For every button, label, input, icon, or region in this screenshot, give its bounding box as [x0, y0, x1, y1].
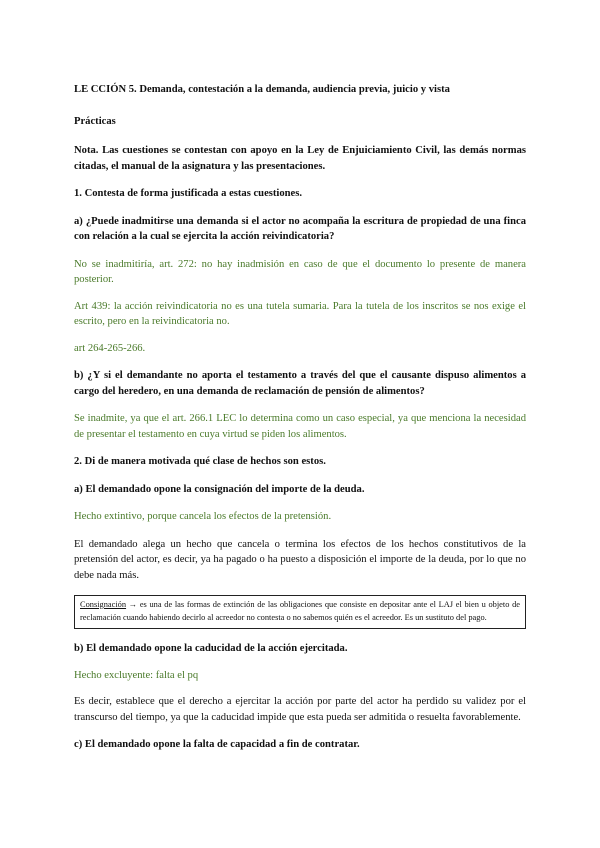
question-1: 1. Contesta de forma justificada a estas cuestiones.	[74, 188, 303, 199]
box-term: Consignación	[80, 600, 127, 609]
question-2b: b) El demandado opone la caducidad de la acción ejercitada.	[74, 643, 348, 654]
box-text: → es una de las formas de extinción de las obligaciones que consiste en depositar ante el LAJ el bien u objeto de reclamación cuando habiendo decirlo al acreedor no contesta o no sabemos quién es el acreedor. Es un sustituto del pago.	[80, 600, 520, 622]
question-1a: a) ¿Puede inadmitirse una demanda si el actor no acompaña la escritura de propiedad de una finca con relación a la cual se ejercita la acción reivindicatoria?	[74, 215, 526, 242]
explanation-2b: Es decir, establece que el derecho a ejercitar la acción por parte del actor ha perdido su validez por el transcurso del tiempo, ya que la caducidad impide que esta pueda ser admitida o resuelta favorablemente.	[74, 696, 526, 723]
answer-1b: Se inadmite, ya que el art. 266.1 LEC lo determina como un caso especial, ya que menciona la necesidad de presentar el testamento en cuya virtud se piden los alimentos.	[74, 413, 526, 440]
question-2: 2. Di de manera motivada qué clase de hechos son estos.	[74, 456, 326, 467]
section-heading: Prácticas	[74, 115, 116, 127]
document-body	[74, 82, 526, 753]
answer-1a-paragraph-1: No se inadmitiría, art. 272: no hay inadmisión en caso de que el documento lo presente de manera posterior.	[74, 258, 526, 285]
consignacion-definition-box	[74, 595, 526, 629]
question-1b: b) ¿Y si el demandante no aporta el testamento a través del que el causante dispuso alimentos a cargo del heredero, en una demanda de reclamación de pensión de alimentos?	[74, 370, 526, 397]
explanation-2a: El demandado alega un hecho que cancela o termina los efectos de los hechos constitutivos de la pretensión del actor, es decir, ya ha pagado o ha puesto a disposición el importe de la deuda, por lo que no debe nada más.	[74, 538, 526, 581]
lesson-title: LE CCIÓN 5. Demanda, contestación a la demanda, audiencia previa, juicio y vista	[74, 84, 450, 95]
answer-1a-paragraph-3: art 264-265-266.	[74, 342, 146, 354]
note-paragraph: Nota. Las cuestiones se contestan con apoyo en la Ley de Enjuiciamiento Civil, las demás normas citadas, el manual de la asignatura y las presentaciones.	[74, 145, 526, 172]
answer-2a: Hecho extintivo, porque cancela los efectos de la pretensión.	[74, 511, 332, 522]
answer-2b: Hecho excluyente: falta el pq	[74, 669, 199, 681]
question-2a: a) El demandado opone la consignación del importe de la deuda.	[74, 483, 365, 495]
answer-1a-paragraph-2: Art 439: la acción reivindicatoria no es una tutela sumaria. Para la tutela de los inscritos se nos exige el escrito, pero en la reivindicatoria no.	[74, 300, 526, 327]
question-2c: c) El demandado opone la falta de capacidad a fin de contratar.	[74, 739, 360, 750]
